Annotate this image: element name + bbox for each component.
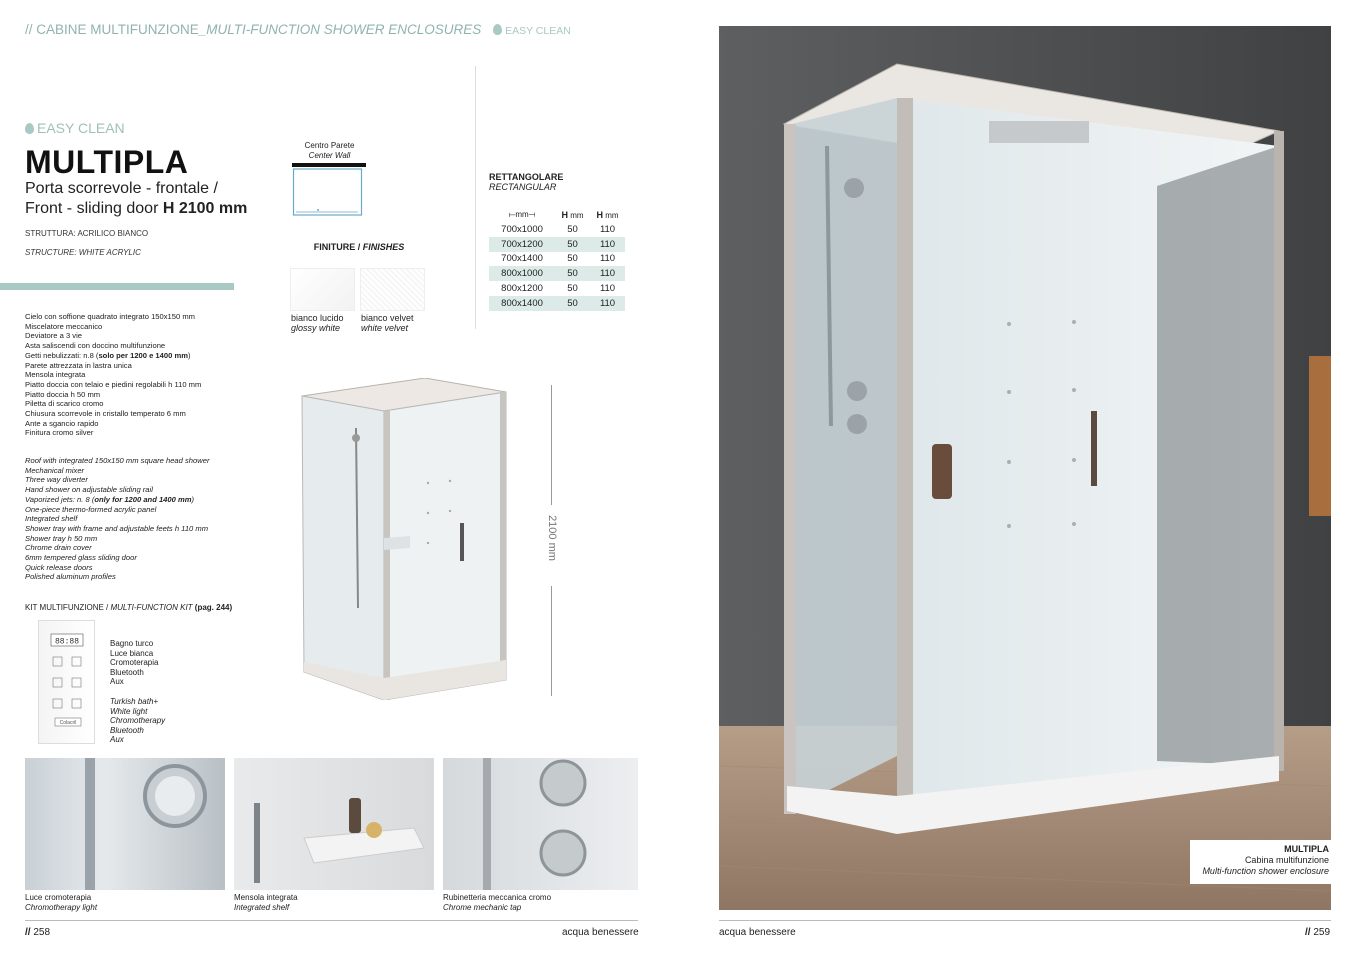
- table-row: 800x1000 50 110: [489, 266, 625, 281]
- floor-plan-diagram: [292, 163, 366, 217]
- thumbnail-integrated-shelf: [234, 758, 434, 890]
- kit-title: KIT MULTIFUNZIONE / MULTI-FUNCTION KIT (pag. 244): [25, 603, 233, 612]
- dimensions-table: [489, 208, 625, 311]
- footer-brand-left: acqua benessere: [562, 927, 639, 938]
- footer-brand-right: acqua benessere: [719, 927, 796, 938]
- water-drop-icon: [493, 24, 502, 35]
- thumbnail-chrome-tap: [443, 758, 638, 890]
- page-number-left: // 258: [25, 927, 51, 938]
- finish-swatch-glossy-white[interactable]: [290, 268, 355, 311]
- finish-label: bianco lucido glossy white: [291, 313, 344, 333]
- water-drop-icon: [25, 123, 34, 134]
- table-row: 800x1200 50 110: [501, 283, 616, 295]
- product-height: H 2100 mm: [162, 200, 248, 217]
- easy-clean-badge: EASY CLEAN: [25, 120, 125, 136]
- table-row: 700x1000 50 110: [501, 223, 616, 235]
- thumbnail-chromotherapy-light: [25, 758, 225, 890]
- header-easy-clean: EASY CLEAN: [493, 25, 571, 37]
- height-dimension-label: 2100 mm: [546, 515, 558, 561]
- features-list-en: Roof with integrated 150x150 mm square head shower Mechanical mixer Three way diverter Hand shower on adjustable sliding rail Vaporized jets: n. 8 (only for 1200 and 1400 mm) One-piece thermo-formed acrylic panel Integrated shelf Shower tray with frame and adjustable feets h 110 mm Shower tray h 50 mm Chrome drain cover 6mm tempered glass sliding door Quick release doors Polished aluminum profiles: [25, 456, 210, 582]
- dimension-line: [551, 586, 552, 696]
- size-header: ⟝mm⟞: [508, 210, 536, 219]
- photo-caption: MULTIPLA Cabina multifunzione Multi-function shower enclosure: [1190, 840, 1331, 884]
- structure-it: STRUTTURA: ACRILICO BIANCO: [25, 229, 149, 238]
- dimensions-title: RETTANGOLARE RECTANGULAR: [489, 172, 564, 192]
- thumbnail-caption: Luce cromoterapia Chromotherapy light: [25, 893, 98, 912]
- shelf-icon: [234, 758, 434, 890]
- chromotherapy-light-icon: [25, 758, 225, 890]
- subtitle-en: Front - sliding door H 2100 mm: [25, 200, 248, 217]
- frame-height-header: H mm: [596, 210, 619, 220]
- kit-list-it: Bagno turco Luce bianca Cromoterapia Bluetooth Aux: [110, 639, 159, 687]
- finish-swatch-white-velvet[interactable]: [360, 268, 425, 311]
- thumbnail-caption: Mensola integrata Integrated shelf: [234, 893, 298, 912]
- subtitle-it: Porta scorrevole - frontale /: [25, 180, 218, 197]
- table-header: [489, 208, 625, 222]
- structure-en: STRUCTURE: WHITE ACRYLIC: [25, 248, 141, 257]
- section-header: [25, 22, 571, 37]
- shower-enclosure-image: [300, 378, 510, 700]
- main-product-photo: [719, 26, 1331, 910]
- finish-label: bianco velvet white velvet: [361, 313, 414, 333]
- footer-rule: [719, 920, 1331, 921]
- dimension-line: [551, 385, 552, 505]
- footer-rule: [25, 920, 638, 921]
- svg-text:88:88: 88:88: [54, 637, 80, 647]
- table-row: 700x1200 50 110: [489, 237, 625, 252]
- photo-caption-name: MULTIPLA: [1284, 844, 1329, 854]
- table-row: 800x1400 50 110: [489, 296, 625, 311]
- control-panel-image: [38, 620, 95, 744]
- table-row: 700x1400 50 110: [501, 253, 616, 265]
- features-list-it: Cielo con soffione quadrato integrato 150x150 mm Miscelatore meccanico Deviatore a 3 vie Asta saliscendi con doccino multifunzione Getti nebulizzati: n.8 (solo per 1200 e 1400 mm) Parete attrezzata in lastra unica Mensola integrata Piatto doccia con telaio e piedini regolabili h 110 mm Piatto doccia h 50 mm Piletta di scarico cromo Chiusura scorrevole in cristallo temperato 6 mm Ante a sgancio rapido Finitura cromo silver: [25, 312, 202, 438]
- product-name: MULTIPLA: [25, 144, 189, 180]
- page-number-right: // 259: [1305, 927, 1331, 938]
- divider: [475, 66, 476, 329]
- header-prefix: // CABINE MULTIFUNZIONE: [25, 22, 199, 37]
- shower-enclosure-photo-icon: [719, 26, 1331, 910]
- finishes-title: FINITURE / FINISHES: [313, 242, 405, 252]
- product-subtitle: [25, 179, 247, 219]
- control-panel-icon: [39, 621, 96, 745]
- tray-height-header: H mm: [561, 210, 584, 220]
- plan-label: Centro Parete Center Wall: [304, 141, 355, 160]
- header-title-en: _MULTI-FUNCTION SHOWER ENCLOSURES: [198, 22, 482, 37]
- chrome-tap-icon: [443, 758, 638, 890]
- svg-text:Colacril: Colacril: [59, 720, 77, 726]
- accent-bar: [0, 283, 234, 290]
- kit-list-en: Turkish bath+ White light Chromotherapy Bluetooth Aux: [110, 697, 166, 745]
- thumbnail-caption: Rubinetteria meccanica cromo Chrome mechanic tap: [443, 893, 552, 912]
